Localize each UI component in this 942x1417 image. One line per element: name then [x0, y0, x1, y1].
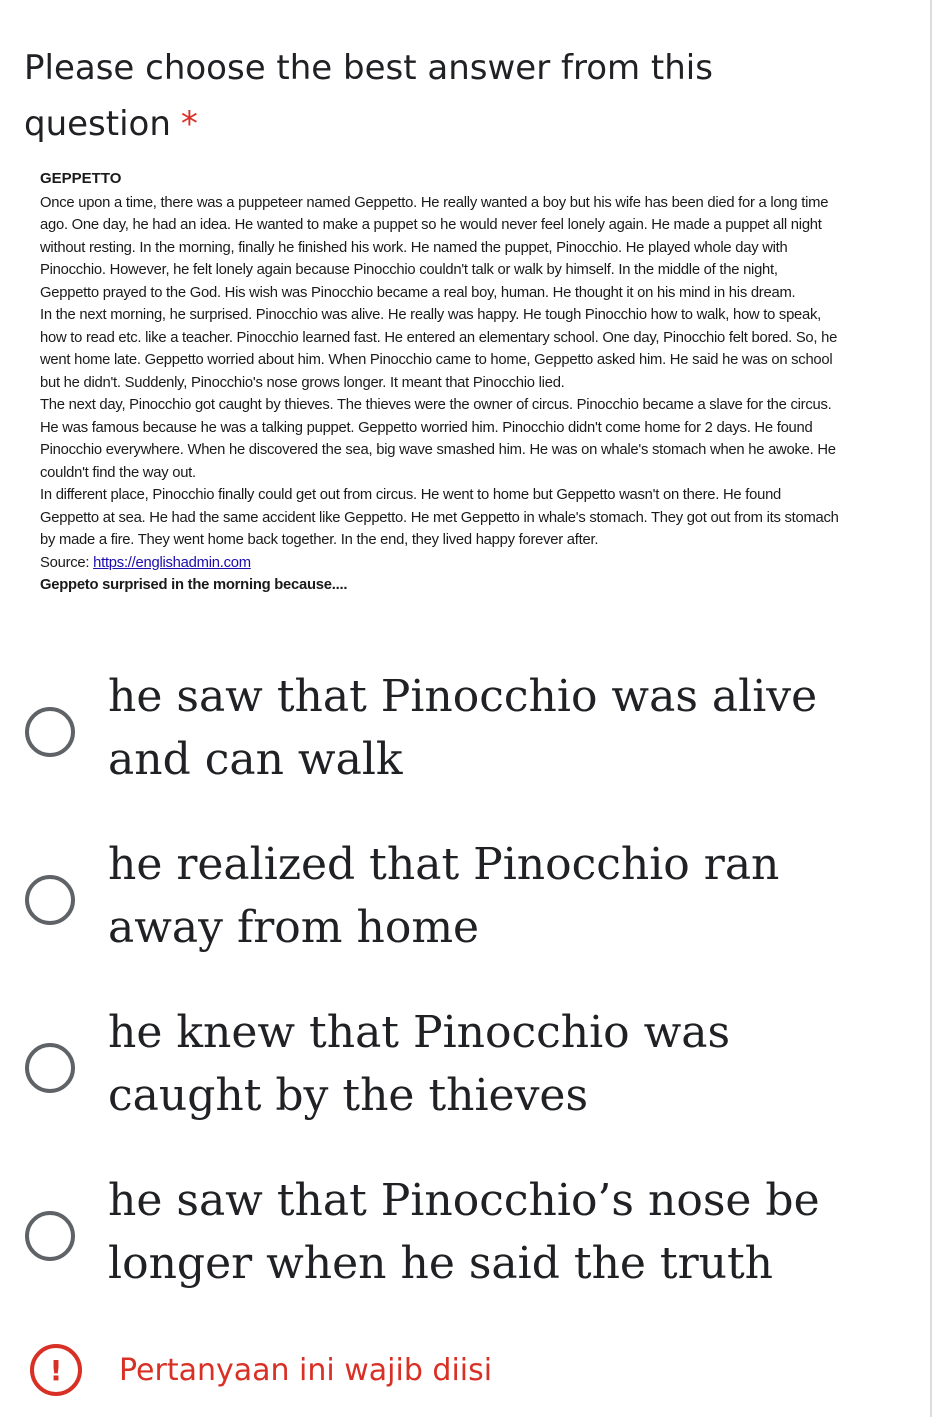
passage-paragraph: Once upon a time, there was a puppeteer named Geppetto. He really wanted a boy but his wife has been died for a long time ago. One day, he had an idea. He wanted to make a puppet so he would never feel lonely again. He made a puppet all night without resting. In the morning, finally he finished his work. He named the puppet, Pinocchio. He played whole day with Pinocchio. However, he felt lonely again because Pinocchio couldn't talk or walk by himself. In the middle of the night, Geppetto prayed to the God. His wish was Pinocchio became a real boy, human. He thought it on his mind in his dream. — [40, 194, 829, 301]
option-label: he saw that Pinocchio’s nose be longer when he said the truth — [108, 1175, 820, 1289]
passage-paragraph: The next day, Pinocchio got caught by thieves. The thieves were the owner of circus. Pinocchio became a slave for the circus. He was famous because he was a talking puppet. Geppetto worried him. Pinocchio didn't come home for 2 days. He found Pinocchio everywhere. When he discovered the sea, big wave smashed him. He was on whale's stomach when he awoke. He couldn't find the way out. — [40, 397, 836, 481]
radio-button[interactable] — [25, 1043, 75, 1093]
question-title-text: Please choose the best answer from this question — [24, 48, 713, 144]
option-label: he realized that Pinocchio ran away from home — [108, 839, 780, 953]
radio-button[interactable] — [25, 875, 75, 925]
card-border — [930, 0, 932, 1417]
question-title — [24, 40, 884, 152]
option-3[interactable] — [0, 999, 900, 1167]
source-label: Source: — [40, 554, 94, 571]
option-4[interactable] — [0, 1167, 900, 1335]
passage-prompt: Geppeto surprised in the morning because.... — [40, 577, 348, 593]
error-message: Pertanyaan ini wajib diisi — [119, 1352, 493, 1388]
passage-title: GEPPETTO — [40, 170, 122, 187]
answer-options — [0, 663, 900, 1335]
source-link[interactable]: https://englishadmin.com — [93, 554, 251, 571]
option-label: he saw that Pinocchio was alive and can walk — [108, 671, 818, 785]
passage-paragraph: In the next morning, he surprised. Pinocchio was alive. He really was happy. He tough Pinocchio how to walk, how to speak, how to read etc. like a teacher. Pinocchio learned fast. He entered an elementary school. One day, Pinocchio felt bored. So, he went home late. Geppetto worried about him. When Pinocchio came to home, Geppetto asked him. He said he was on school but he didn't. Suddenly, Pinocchio's nose grows longer. It meant that Pinocchio lied. — [40, 307, 838, 391]
required-star: * — [180, 104, 198, 144]
option-2[interactable] — [0, 831, 900, 999]
radio-button[interactable] — [25, 1211, 75, 1261]
radio-button[interactable] — [25, 707, 75, 757]
passage-image — [40, 166, 840, 597]
error-icon: ! — [30, 1344, 82, 1396]
option-1[interactable] — [0, 663, 900, 831]
passage-source — [40, 552, 840, 575]
option-label: he knew that Pinocchio was caught by the thieves — [108, 1007, 731, 1121]
passage-paragraph: In different place, Pinocchio finally could get out from circus. He went to home but Geppetto wasn't on there. He found Geppetto at sea. He had the same accident like Geppetto. He met Geppetto in whale's stomach. They got out from its stomach by made a fire. They went home back together. In the end, they lived happy forever after. — [40, 487, 839, 548]
validation-error — [30, 1345, 492, 1395]
